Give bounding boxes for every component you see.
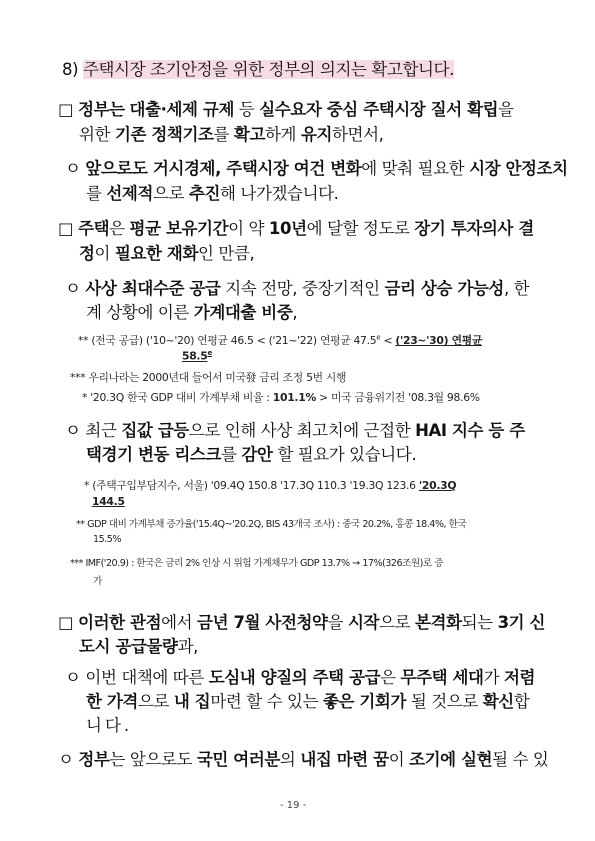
footnote-rates-line1: *** 우리나라는 2000년대 들어서 미국發 금리 조정 5번 시행 (70, 371, 347, 384)
footnote-imf-line2: 가 (93, 576, 102, 587)
section-heading (62, 56, 454, 80)
footnote-rates-line2: * '20.3Q 한국 GDP 대비 가계부채 비율 : 101.1% > 미국 금융위기전 '08.3월 98.6% (82, 391, 480, 404)
heading-number: 8) (62, 60, 83, 79)
footnote-hai-line2: 144.5 (92, 495, 125, 508)
bullet-market-stability-line2: 를 선제적으로 추진해 나가겠습니다. (86, 184, 339, 203)
circle-bullet-icon: ㅇ (58, 750, 74, 769)
bullet-gov-policy-line2: 위한 기존 정책기조를 확고하게 유지하면서, (79, 125, 384, 144)
circle-bullet-icon: ㅇ (65, 421, 81, 440)
footnote-supply-line1: ** (전국 공급) ('10~'20) 연평균 46.5 < ('21~'22) 연평균 47.5$^e$ < ('23~'30) 연평균 (78, 333, 483, 347)
footnote-hai-line1: * (주택구입부담지수, 서울) '09.4Q 150.8 '17.3Q 110.3 '19.3Q 123.6 '20.3Q (84, 479, 457, 492)
footnote-debt-growth-line1: ** GDP 대비 가계부채 증가율('15.4Q~'20.2Q, BIS 43개국 조사) : 중국 20.2%, 홍콩 18.4%, 한국 (76, 519, 467, 530)
bullet-housing-investment-line2: 정이 필요한 재화인 만큼, (79, 244, 255, 263)
heading-text: 주택시장 조기안정을 위한 정부의 의지는 확고합니다. (82, 60, 454, 79)
bullet-presale-line1: □ 이러한 관점에서 금년 7월 사전청약을 시작으로 본격화되는 3기 신 (58, 613, 546, 632)
bullet-gov-policy-line1: □ 정부는 대출·세제 규제 등 실수요자 중심 주택시장 질서 확립을 (58, 100, 514, 119)
bullet-urban-supply-line3: 니다. (86, 716, 133, 735)
square-bullet-icon: □ (58, 100, 74, 119)
footnote-imf-line1: *** IMF('20.9) : 한국은 금리 2% 인상 시 위험 가계채무가 GDP 13.7% → 17%(326조원)로 증 (70, 558, 443, 569)
footnote-debt-growth-line2: 15.5% (93, 534, 121, 545)
bullet-supply-rates-line1: ㅇ 사상 최대수준 공급 지속 전망, 중장기적인 금리 상승 가능성, 한 (65, 279, 530, 298)
square-bullet-icon: □ (58, 219, 74, 238)
bullet-hai-line2: 택경기 변동 리스크를 감안 할 필요가 있습니다. (86, 445, 417, 464)
bullet-presale-line2: 도시 공급물량과, (79, 637, 198, 656)
bullet-housing-investment-line1: □ 주택은 평균 보유기간이 약 10년에 달할 정도로 장기 투자의사 결 (58, 219, 534, 238)
square-bullet-icon: □ (58, 613, 74, 632)
circle-bullet-icon: ㅇ (65, 159, 81, 178)
bullet-hai-line1: ㅇ 최근 집값 급등으로 인해 사상 최고치에 근접한 HAI 지수 등 주 (65, 421, 525, 440)
bullet-homeownership-line1: ㅇ 정부는 앞으로도 국민 여러분의 내집 마련 꿈이 조기에 실현될 수 있 (58, 750, 549, 769)
bullet-urban-supply-line1: ㅇ 이번 대책에 따른 도심내 양질의 주택 공급은 무주택 세대가 저렴 (65, 668, 536, 687)
circle-bullet-icon: ㅇ (65, 668, 81, 687)
circle-bullet-icon: ㅇ (65, 279, 81, 298)
bullet-supply-rates-line2: 계 상황에 이른 가계대출 비중, (86, 303, 298, 322)
page-number: - 19 - (280, 800, 307, 811)
bullet-urban-supply-line2: 한 가격으로 내 집마련 할 수 있는 좋은 기회가 될 것으로 확신합 (86, 692, 530, 711)
bullet-market-stability-line1: ㅇ 앞으로도 거시경제, 주택시장 여건 변화에 맞춰 필요한 시장 안정조치 (65, 159, 568, 178)
footnote-supply-line2: 58.5e (182, 349, 212, 363)
